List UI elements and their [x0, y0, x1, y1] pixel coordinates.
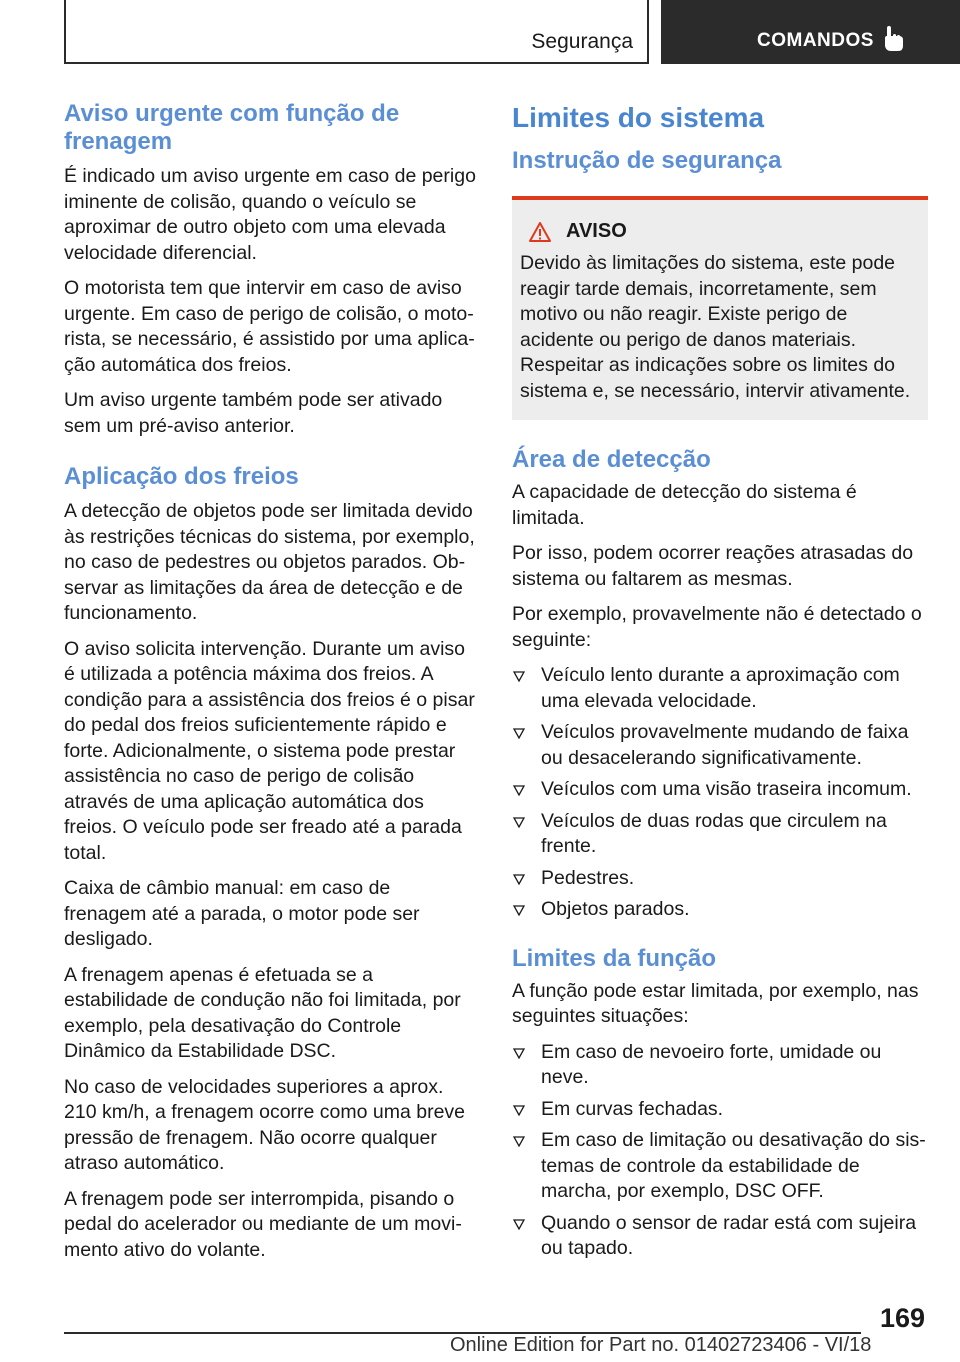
heading-area-deteccao: Área de detecção — [512, 446, 711, 473]
header-chapter-tab — [661, 0, 960, 64]
list-item: Objetos parados. — [512, 897, 928, 923]
list-item: Quando o sensor de radar está com sujeira ou tapado. — [512, 1211, 928, 1262]
triangle-bullet-icon — [513, 671, 525, 682]
triangle-bullet-icon — [513, 785, 525, 796]
triangle-bullet-icon — [513, 905, 525, 916]
list-limites-funcao — [512, 1040, 928, 1262]
heading-limites-funcao: Limites da função — [512, 944, 717, 972]
warning-text: Devido às limitações do sistema, este pode reagir tarde demais, incorretamente, sem motivo ou não reagir. Existe perigo de acidente ou perigo de danos materiais. Respeitar as indicações sobre os limites do sistema e, se necessário, intervir ativamente. — [520, 252, 911, 402]
paragraph: Por isso, podem ocorrer reações atrasadas do sistema ou faltarem as mesmas. — [512, 542, 914, 590]
right-column — [512, 100, 928, 1272]
warning-box — [512, 196, 928, 420]
list-item: Veículos provavelmente mudando de faixa ou desacelerando significativamente. — [512, 720, 928, 771]
paragraph: Caixa de câmbio manual: em caso de frenagem até a parada, o motor pode ser desligado. — [64, 877, 420, 950]
footer-edition: Online Edition for Part no. 01402723406 - VI/18 — [450, 1334, 872, 1356]
paragraph: A função pode estar limitada, por exemplo, nas seguintes situações: — [512, 979, 919, 1027]
paragraph: O motorista tem que intervir em caso de aviso urgente. Em caso de perigo de colisão, o motorista, se necessário, é assistido por uma aplicação automática dos freios. — [64, 277, 475, 376]
triangle-bullet-icon — [513, 874, 525, 885]
heading-aplicacao-freios: Aplicação dos freios — [64, 463, 299, 490]
chapter-title: COMANDOS — [757, 30, 874, 51]
pointing-hand-icon — [883, 24, 905, 52]
paragraph: A frenagem apenas é efetuada se a estabilidade de condução não foi limitada, por exemplo, pela desativação do Controle Dinâmico da Estabilidade DSC. — [64, 963, 461, 1062]
list-area-deteccao — [512, 663, 928, 923]
heading-aviso-urgente: Aviso urgente com função de frenagem — [64, 100, 400, 155]
list-item: Veículos com uma visão traseira incomum. — [512, 777, 928, 803]
paragraph: Um aviso urgente também pode ser ativado sem um pré-aviso anterior. — [64, 389, 443, 437]
paragraph: A detecção de objetos pode ser limitada devido às restrições técnicas do sistema, por exemplo, no caso de pedestres ou objetos parados. Observar as limitações da área de detecção e de funcionamento. — [64, 500, 475, 624]
triangle-bullet-icon — [513, 1219, 525, 1230]
heading-limites-sistema: Limites do sistema — [512, 102, 765, 133]
list-item: Veículos de duas rodas que circulem na frente. — [512, 809, 928, 860]
page-number: 169 — [880, 1303, 926, 1333]
heading-instrucao-seguranca: Instrução de segurança — [512, 147, 782, 174]
warning-label: AVISO — [566, 220, 627, 242]
paragraph: É indicado um aviso urgente em caso de perigo iminente de colisão, quando o veículo se aproximar de outro objeto com uma elevada velocidade diferencial. — [64, 165, 476, 264]
paragraph: Por exemplo, provavelmente não é detectado o seguinte: — [512, 603, 922, 651]
list-item: Veículo lento durante a aproximação com uma elevada velocidade. — [512, 663, 928, 714]
list-item: Pedestres. — [512, 866, 928, 892]
triangle-bullet-icon — [513, 1048, 525, 1059]
triangle-bullet-icon — [513, 817, 525, 828]
header-section-tab — [64, 0, 649, 64]
paragraph: A frenagem pode ser interrompida, pisando o pedal do acelerador ou mediante de um movimento ativo do volante. — [64, 1187, 462, 1261]
paragraph: A capacidade de detecção do sistema é limitada. — [512, 481, 857, 529]
warning-triangle-icon — [528, 221, 552, 243]
paragraph: No caso de velocidades superiores a aprox. 210 km/h, a frenagem ocorre como uma breve pressão de frenagem. Não ocorre qualquer atraso automático. — [64, 1075, 466, 1174]
list-item: Em caso de limitação ou desativação do sistemas de controle da estabilidade de marcha, por exemplo, DSC OFF. — [512, 1128, 928, 1205]
paragraph: O aviso solicita intervenção. Durante um aviso é utilizada a potência máxima dos freios. A condição para a assistência dos freios é o pisar do pedal dos freios suficientemente rápido e forte. Adicionalmente, o sistema pode prestar assistência no caso de perigo de colisão através de uma aplicação automática dos freios. O veículo pode ser freado até a parada total. — [64, 637, 475, 864]
list-item: Em curvas fechadas. — [512, 1097, 928, 1123]
triangle-bullet-icon — [513, 728, 525, 739]
triangle-bullet-icon — [513, 1105, 525, 1116]
triangle-bullet-icon — [513, 1136, 525, 1147]
list-item: Em caso de nevoeiro forte, umidade ou neve. — [512, 1040, 928, 1091]
section-title: Segurança — [531, 30, 633, 53]
left-column — [64, 100, 478, 1273]
